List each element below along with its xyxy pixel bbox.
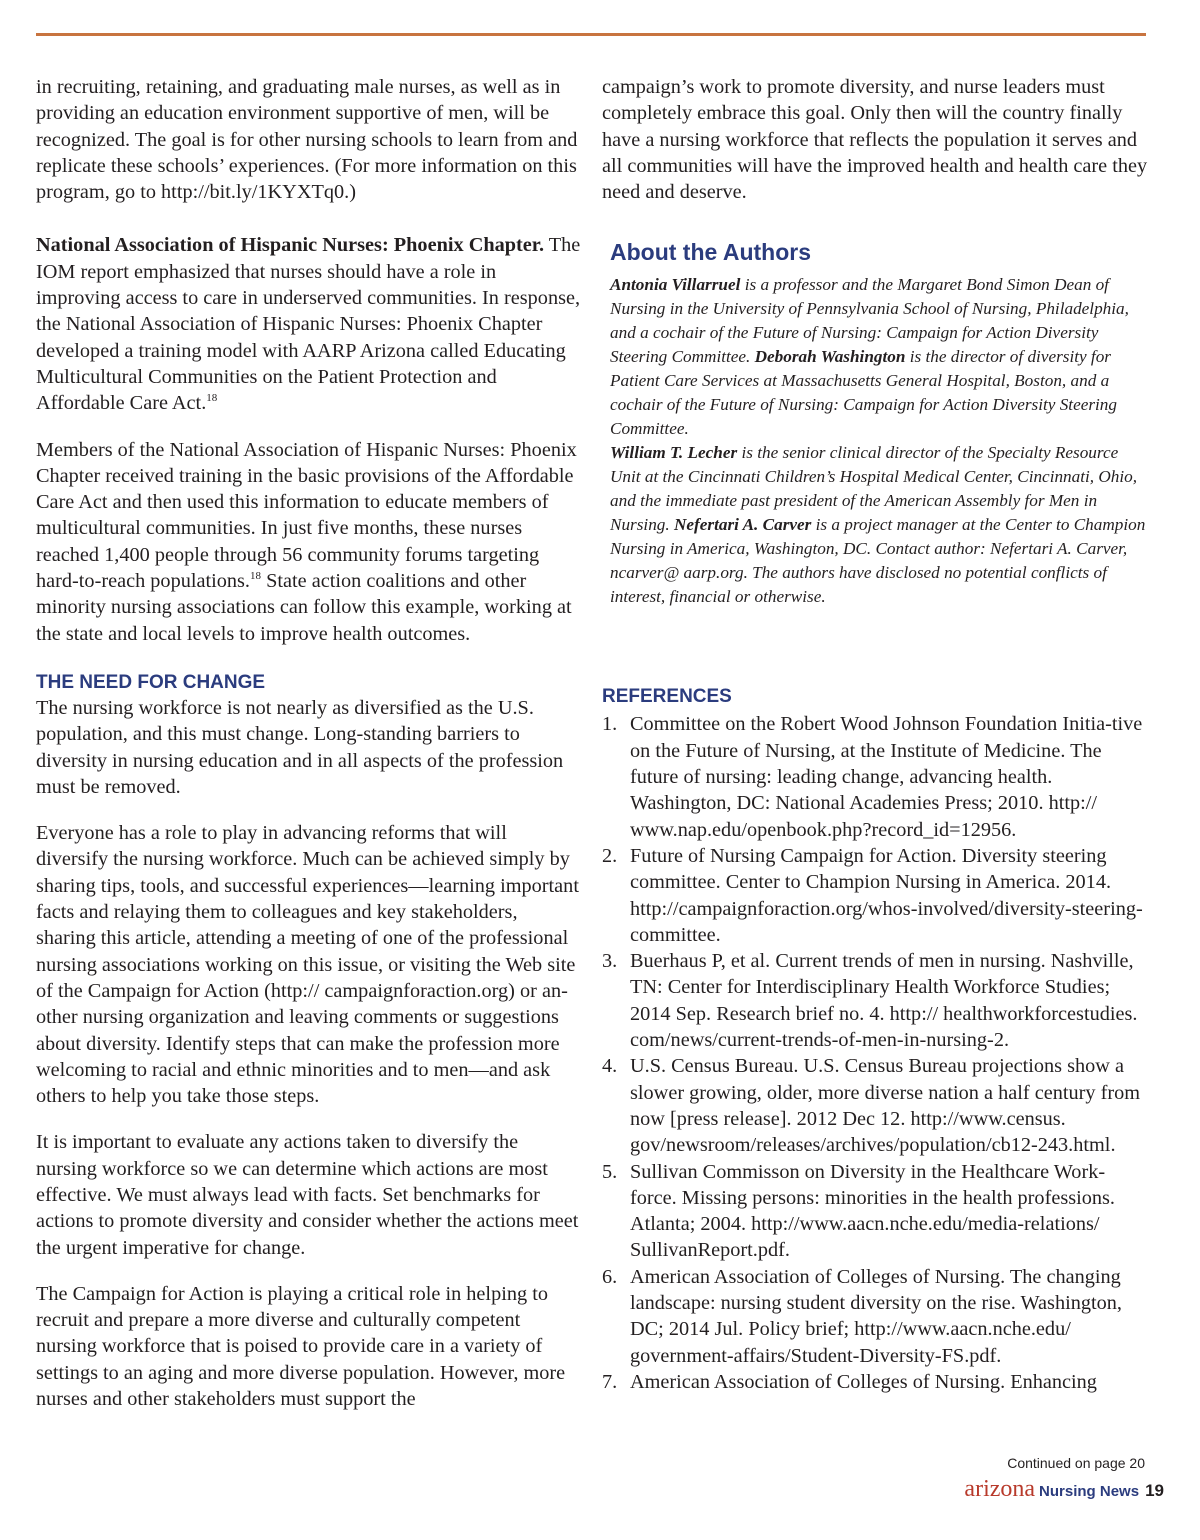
reference-text: Buerhaus P, et al. Current trends of men in nursing. Nashville, TN: Center for Interdisciplinary Health Workforce Studies; 2014 Sep. Research brief no. 4. http:// healthworkforcestudies. com/news/current-trends-of-men-in-nursing-2. [630,950,1138,1052]
reference-item [602,711,1150,842]
reference-item [602,843,1150,948]
author-bio: is the director of diversity for Patient Care Services at Massachusetts General Hospital, Boston, and a cochair of the Future of Nursing: Campaign for Action Diversity Steering Committee. [610,347,1117,439]
page-number: 19 [1145,1481,1164,1500]
reference-text: U.S. Census Bureau. U.S. Census Bureau projections show a slower growing, older, more diverse nation a half century from now [press release]. 2012 Dec 12. http://www.census. gov/newsroom/releases/archives/population/cb12-243.html. [630,1055,1141,1157]
reference-text: Future of Nursing Campaign for Action. Diversity steering committee. Center to Champion Nursing in America. 2014. http://campaignforaction.org/whos-involved/diversity-steering-committee. [630,844,1143,946]
top-rule [36,33,1146,36]
footnote-ref: 18 [250,570,262,583]
reference-item [602,1159,1150,1264]
continued-note: Continued on page 20 [1007,1455,1145,1471]
reference-item [602,948,1150,1053]
page-footer [964,1476,1164,1503]
paragraph: The Campaign for Action is playing a critical role in helping to recruit and prepare a more diverse and culturally competent nursing workforce that is poised to provide care in a variety of settings to an aging and more diverse population. However, more nurses and other stakeholders must support the [36,1282,566,1411]
reference-item [602,1369,1150,1395]
paragraph [36,232,581,416]
about-authors-text [610,273,1150,609]
section-heading: THE NEED FOR CHANGE [36,671,266,693]
footnote-ref: 18 [206,392,218,405]
reference-text: American Association of Colleges of Nursing. The changing landscape: nursing student diversity on the rise. Washington, DC; 2014 Jul. Policy brief; http://www.aacn.nche.edu/ government-affairs/Student-Diversity-FS.pdf. [630,1265,1122,1367]
paragraph: in recruiting, retaining, and graduating male nurses, as well as in providing an education environment supportive of men, will be recognized. The goal is for other nursing schools to learn from and replicate these schools’ experiences. (For more information on this program, go to http://bit.ly/1KYXTq0.) [36,76,578,204]
paragraph [36,437,581,647]
author-name: William T. Lecher [610,443,738,463]
references-heading: REFERENCES [602,686,732,708]
paragraph: The nursing workforce is not nearly as diversified as the U.S. population, and this must change. Long-standing barriers to diversity in nursing education and in all aspects of the profession must be removed. [36,696,564,798]
publication-name: Nursing News [1039,1483,1140,1500]
publication-logo: arizona [964,1476,1036,1502]
reference-item [602,1264,1150,1369]
left-column [36,74,581,1412]
reference-text: American Association of Colleges of Nursing. Enhancing [630,1370,1097,1393]
reference-number: 6. [602,1265,618,1288]
paragraph-text: The IOM report emphasized that nurses should have a role in improving access to care in underserved communities. In response, the National Association of Hispanic Nurses: Phoenix Chapter developed a training model with AARP Arizona called Educating Multicultural Communities on the Patient Protection and Affordable Care Act. [36,234,581,415]
paragraph: campaign’s work to promote diversity, and nurse leaders must completely embrace this goal. Only then will the country finally have a nursing workforce that reflects the population it serves and all communities will have the improved health and health care they need and deserve. [602,76,1148,204]
paragraph-text: Members of the National Association of Hispanic Nurses: Phoenix Chapter received training in the basic provisions of the Affordable Care Act and then used this information to educate members of multicultural communities. In just five months, these nurses reached 1,400 people through 56 community forums targeting hard-to-reach populations. [36,438,577,593]
references-list [602,711,1150,1395]
reference-number: 7. [602,1370,618,1393]
reference-number: 4. [602,1055,618,1078]
reference-number: 3. [602,950,618,973]
author-name: Deborah Washington [754,347,906,367]
reference-number: 2. [602,844,618,867]
paragraph: Everyone has a role to play in advancing reforms that will diversify the nursing workforce. Much can be achieved simply by sharing tips, tools, and successful experiences—learning important facts and relaying them to colleagues and key stakeholders, sharing this article, attending a meeting of one of the professional nursing associations working on this issue, or visiting the Web site of the Campaign for Action (http:// campaignforaction.org) or an-other nursing organization and leaving comments or suggestions about diversity. Identify steps that can make the profession more welcoming to racial and ethnic minorities and to men—and ask others to help you take those steps. [36,822,579,1108]
reference-number: 1. [602,713,618,736]
reference-item [602,1053,1150,1158]
author-bio: is a professor and the Margaret Bond Simon Dean of Nursing in the University of Pennsylvania School of Nursing, Philadelphia, and a cochair of the Future of Nursing: Campaign for Action Diversity Steering Committee. [610,275,1129,367]
author-bio: is the senior clinical director of the Specialty Resource Unit at the Cincinnati Children’s Hospital Medical Center, Cincinnati, Ohio, and the immediate past president of the American Assembly for Men in Nursing. [610,443,1138,535]
about-authors-heading: About the Authors [610,239,812,266]
right-column [602,74,1150,1395]
author-bio: is a project manager at the Center to Champion Nursing in America, Washington, DC. Contact author: Nefertari A. Carver, ncarver@ aarp.org. The authors have disclosed no potential conflicts of interest, financial or otherwise. [610,515,1146,607]
paragraph: It is important to evaluate any actions taken to diversify the nursing workforce so we can determine which actions are most effective. We must always lead with facts. Set benchmarks for actions to promote diversity and consider whether the actions meet the urgent imperative for change. [36,1131,579,1259]
author-name: Antonia Villarruel [610,275,741,295]
section-lead: National Association of Hispanic Nurses: Phoenix Chapter. [36,234,545,257]
paragraph-text: State action coalitions and other minority nursing associations can follow this example, working at the state and local levels to improve health outcomes. [36,570,572,645]
author-name: Nefertari A. Carver [674,515,812,535]
reference-number: 5. [602,1160,618,1183]
reference-text: Committee on the Robert Wood Johnson Foundation Initia-tive on the Future of Nursing, at the Institute of Medicine. The future of nursing: leading change, advancing health. Washington, DC: National Academies Press; 2010. http:// www.nap.edu/openbook.php?record_id=12956. [630,713,1143,841]
reference-text: Sullivan Commisson on Diversity in the Healthcare Work-force. Missing persons: minorities in the health professions. Atlanta; 2004. http://www.aacn.nche.edu/media-relations/ SullivanReport.pdf. [630,1160,1115,1262]
